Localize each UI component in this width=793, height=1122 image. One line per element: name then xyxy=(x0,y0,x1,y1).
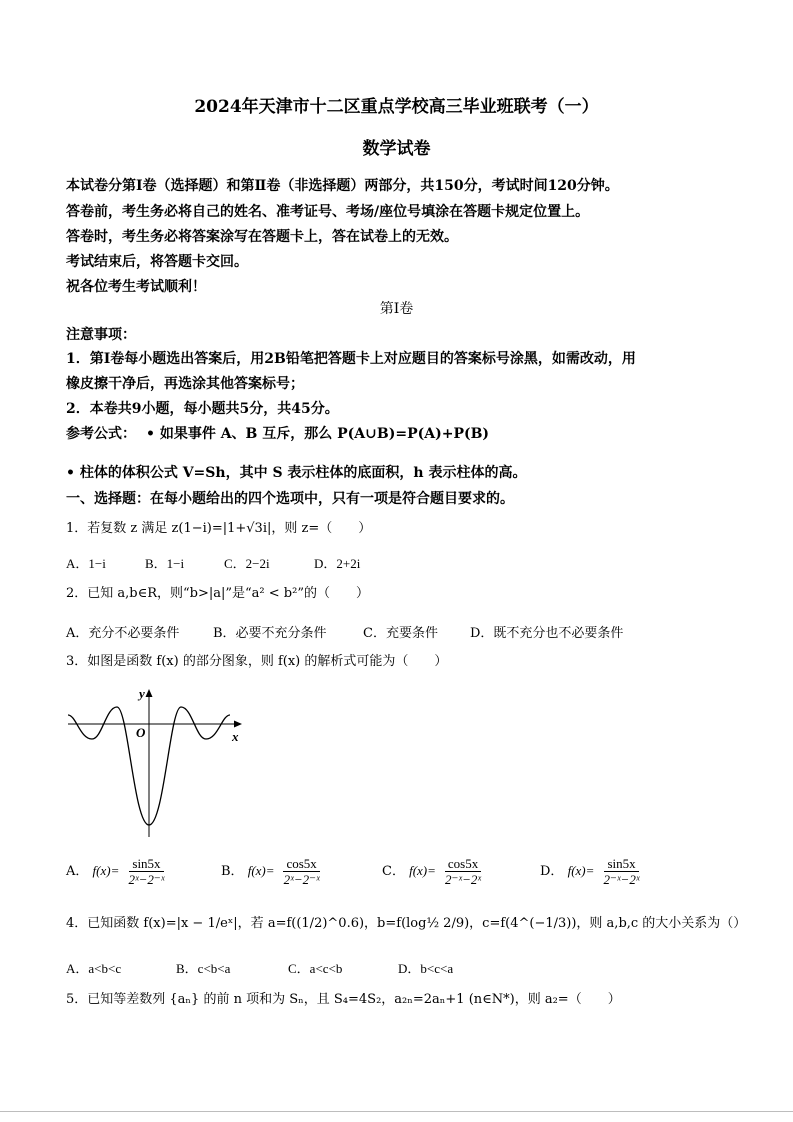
intro-line-4: 考试结束后，将答题卡交回。 xyxy=(66,254,248,270)
question-5-stem: 5．已知等差数列 {aₙ} 的前 n 项和为 Sₙ，且 S₄=4S₂，a₂ₙ=2aₙ+1 (n∈N*)，则 a₂=（ ） xyxy=(66,992,621,1007)
notes-item-2: 2．本卷共9小题，每小题共5分，共45分。 xyxy=(66,401,339,417)
fraction-numerator: sin5x xyxy=(129,856,163,872)
formula-ref-label: 参考公式： xyxy=(66,426,136,442)
fraction-denominator: 2⁻ˣ−2ˣ xyxy=(445,872,482,887)
question-1-option-b: B．1−i xyxy=(145,556,185,571)
intro-line-5: 祝各位考生考试顺利！ xyxy=(66,279,206,295)
fraction-numerator: sin5x xyxy=(604,856,638,872)
page-bottom-rule xyxy=(0,1111,793,1112)
y-axis-arrow-icon xyxy=(146,689,153,697)
option-lhs: f(x)= xyxy=(247,863,275,878)
option-fraction xyxy=(601,856,643,887)
option-lhs: f(x)= xyxy=(567,863,595,878)
question-3-option-d xyxy=(540,856,645,887)
fraction-numerator: cos5x xyxy=(283,856,319,872)
question-2-stem: 2．已知 a,b∈R，则“b>|a|”是“a² < b²”的（ ） xyxy=(66,586,369,601)
question-4-option-b: B．c<b<a xyxy=(176,961,231,976)
question-3-stem: 3．如图是函数 f(x) 的部分图象，则 f(x) 的解析式可能为（ ） xyxy=(66,654,448,669)
option-lhs: f(x)= xyxy=(92,863,120,878)
intro-line-2: 答卷前，考生务必将自己的姓名、准考证号、考场/座位号填涂在答题卡规定位置上。 xyxy=(66,204,590,220)
option-letter: A． xyxy=(66,864,89,879)
option-letter: C． xyxy=(382,864,405,879)
section-heading: 一、选择题：在每小题给出的四个选项中，只有一项是符合题目要求的。 xyxy=(66,491,514,507)
fraction-denominator: 2⁻ˣ−2ˣ xyxy=(603,872,640,887)
part-heading: 第Ⅰ卷 xyxy=(379,301,414,317)
question-3-option-c xyxy=(382,856,486,887)
option-letter: B． xyxy=(221,864,244,879)
x-axis-arrow-icon xyxy=(234,721,242,728)
question-2-option-d: D．既不充分也不必要条件 xyxy=(470,626,624,641)
question-1-option-a: A．1−i xyxy=(66,556,106,571)
option-fraction xyxy=(281,856,323,887)
question-1-stem: 1．若复数 z 满足 z(1−i)=|1+√3i|，则 z=（ ） xyxy=(66,521,372,536)
option-letter: D． xyxy=(540,864,564,879)
x-axis-label: x xyxy=(232,729,239,744)
notes-heading: 注意事项： xyxy=(66,327,136,343)
question-2-option-a: A．充分不必要条件 xyxy=(66,626,180,641)
origin-label: O xyxy=(136,725,146,740)
option-lhs: f(x)= xyxy=(409,863,436,878)
formula-bullet-2: • 柱体的体积公式 V=Sh，其中 S 表示柱体的底面积，h 表示柱体的高。 xyxy=(66,465,527,481)
question-3-option-b xyxy=(221,856,325,887)
notes-item-1-line-2: 橡皮擦干净后，再选涂其他答案标号； xyxy=(66,376,304,392)
fraction-numerator: cos5x xyxy=(445,856,481,872)
intro-line-1: 本试卷分第Ⅰ卷（选择题）和第Ⅱ卷（非选择题）两部分，共150分，考试时间120分钟。 xyxy=(66,178,619,194)
question-1-option-c: C．2−2i xyxy=(224,556,270,571)
page-title: 2024年天津市十二区重点学校高三毕业班联考（一） xyxy=(194,97,599,117)
intro-line-3: 答卷时，考生务必将答案涂写在答题卡上，答在试卷上的无效。 xyxy=(66,229,458,245)
y-axis-label: y xyxy=(139,686,145,701)
page-subtitle: 数学试卷 xyxy=(362,139,431,159)
question-4-option-d: D．b<c<a xyxy=(398,961,454,976)
question-4-stem: 4．已知函数 f(x)=|x − 1/eˣ|，若 a=f((1/2)^0.6)，b=f(log½ 2/9)，c=f(4^(−1/3))，则 a,b,c 的大小关系为（） xyxy=(66,916,747,931)
option-fraction xyxy=(125,856,167,887)
function-graph xyxy=(62,683,252,841)
option-fraction xyxy=(442,856,484,887)
question-2-option-b: B．必要不充分条件 xyxy=(213,626,327,641)
question-4-option-c: C．a<c<b xyxy=(288,961,343,976)
notes-item-1-line-1: 1．第Ⅰ卷每小题选出答案后，用2B铅笔把答题卡上对应题目的答案标号涂黑，如需改动，用 xyxy=(66,351,636,367)
formula-bullet-1: • 如果事件 A、B 互斥，那么 P(A∪B)=P(A)+P(B) xyxy=(146,426,490,442)
question-4-option-a: A．a<b<c xyxy=(66,961,122,976)
fraction-denominator: 2ˣ−2⁻ˣ xyxy=(283,872,320,887)
fraction-denominator: 2ˣ−2⁻ˣ xyxy=(128,872,165,887)
question-1-option-d: D．2+2i xyxy=(314,556,361,571)
question-3-option-a xyxy=(66,856,169,887)
question-2-option-c: C．充要条件 xyxy=(363,626,438,641)
